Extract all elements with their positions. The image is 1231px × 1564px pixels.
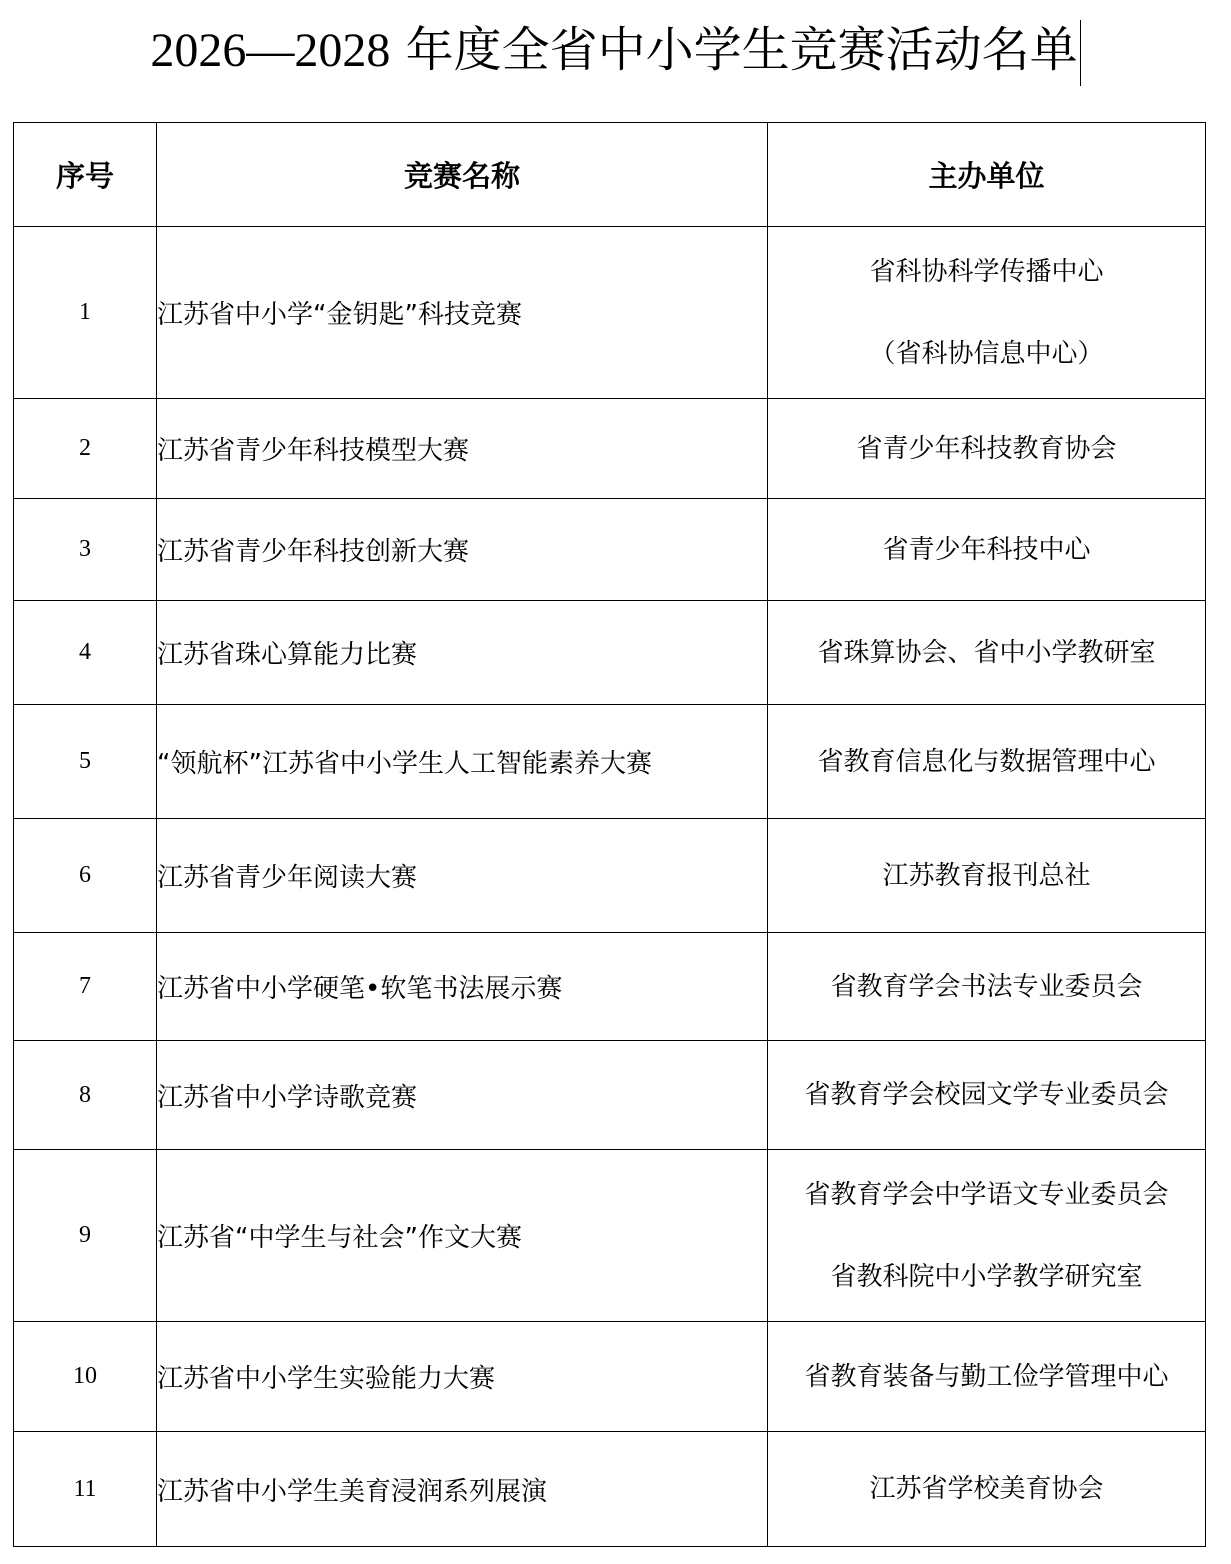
competition-name: 江苏省青少年科技创新大赛 [157, 499, 768, 601]
organizer-cell [768, 601, 1206, 705]
competition-name: 江苏省珠心算能力比赛 [157, 601, 768, 705]
competition-name: 江苏省中小学诗歌竞赛 [157, 1041, 768, 1150]
table-body [14, 227, 1206, 1547]
title-text: 年度全省中小学生竞赛活动名单 [390, 22, 1078, 78]
organizer-cell [768, 1150, 1206, 1322]
competition-name: 江苏省中小学硬笔•软笔书法展示赛 [157, 933, 768, 1041]
competition-name: 江苏省青少年科技模型大赛 [157, 399, 768, 499]
organizer-name: 江苏省学校美育协会 [869, 1474, 1104, 1504]
row-index: 2 [14, 399, 157, 499]
competition-name: 江苏省青少年阅读大赛 [157, 819, 768, 933]
table-row [14, 705, 1206, 819]
organizer-cell [768, 1041, 1206, 1150]
organizer-cell [768, 819, 1206, 933]
header-index: 序号 [14, 123, 157, 227]
organizer-cell [768, 1432, 1206, 1547]
text-cursor [1080, 20, 1081, 86]
row-index: 4 [14, 601, 157, 705]
row-index: 9 [14, 1150, 157, 1322]
row-index: 7 [14, 933, 157, 1041]
table-row [14, 499, 1206, 601]
table-row [14, 1432, 1206, 1547]
table-row [14, 819, 1206, 933]
organizer-name: 省珠算协会、省中小学教研室 [817, 637, 1156, 668]
page-title [0, 18, 1231, 86]
row-index: 8 [14, 1041, 157, 1150]
table-row [14, 1150, 1206, 1322]
organizer-name: 省教育学会书法专业委员会 [830, 971, 1143, 1002]
organizer-name: 省教科院中小学教学研究室 [830, 1261, 1143, 1292]
organizer-name: 省科协科学传播中心 [869, 256, 1104, 287]
row-index: 3 [14, 499, 157, 601]
competition-name: 江苏省中小学“金钥匙”科技竞赛 [157, 227, 768, 399]
table-row [14, 1041, 1206, 1150]
competition-name: “领航杯”江苏省中小学生人工智能素养大赛 [157, 705, 768, 819]
table-header-row [14, 123, 1206, 227]
table-row [14, 601, 1206, 705]
table-row [14, 399, 1206, 499]
row-index: 6 [14, 819, 157, 933]
table-row [14, 1322, 1206, 1432]
competition-name: 江苏省中小学生实验能力大赛 [157, 1322, 768, 1432]
organizer-cell [768, 399, 1206, 499]
organizer-cell [768, 933, 1206, 1041]
organizer-name: 省教育信息化与数据管理中心 [817, 746, 1156, 777]
table-row [14, 227, 1206, 399]
organizer-cell [768, 705, 1206, 819]
header-organizer: 主办单位 [768, 123, 1206, 227]
header-name: 竞赛名称 [157, 123, 768, 227]
row-index: 5 [14, 705, 157, 819]
row-index: 10 [14, 1322, 157, 1432]
title-year: 2026—2028 [150, 24, 391, 77]
organizer-cell [768, 227, 1206, 399]
row-index: 11 [14, 1432, 157, 1547]
organizer-name: 江苏教育报刊总社 [882, 860, 1091, 891]
row-index: 1 [14, 227, 157, 399]
organizer-name: 省教育学会中学语文专业委员会 [804, 1179, 1169, 1210]
competition-table [13, 122, 1206, 1547]
organizer-name: （省科协信息中心） [869, 338, 1104, 369]
organizer-cell [768, 499, 1206, 601]
organizer-name: 省青少年科技教育协会 [856, 433, 1117, 464]
organizer-name: 省教育装备与勤工俭学管理中心 [804, 1361, 1169, 1392]
organizer-name: 省教育学会校园文学专业委员会 [804, 1080, 1169, 1110]
table-row [14, 933, 1206, 1041]
organizer-cell [768, 1322, 1206, 1432]
competition-name: 江苏省中小学生美育浸润系列展演 [157, 1432, 768, 1547]
competition-name: 江苏省“中学生与社会”作文大赛 [157, 1150, 768, 1322]
organizer-name: 省青少年科技中心 [882, 534, 1091, 565]
